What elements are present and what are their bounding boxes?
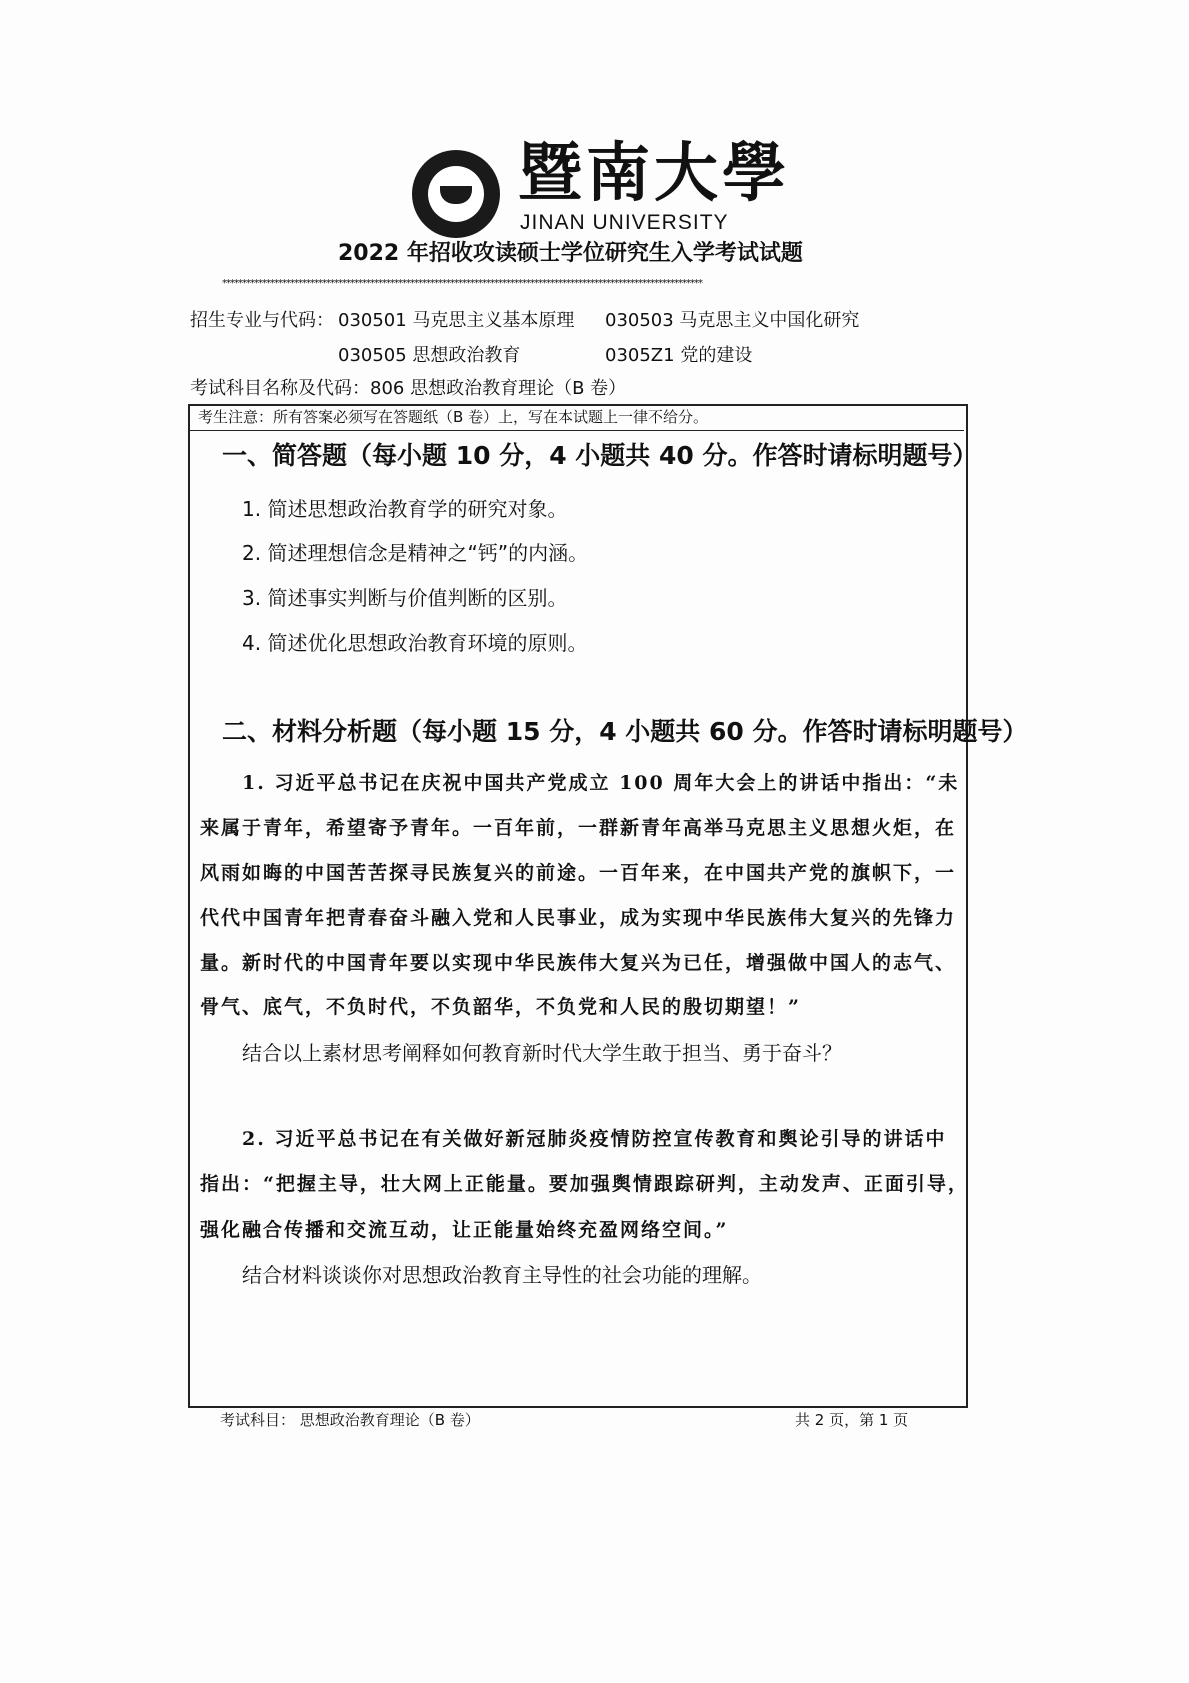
- question: 4. 简述优化思想政治教育环境的原则。: [242, 631, 588, 655]
- question: 1. 简述思想政治教育学的研究对象。: [242, 497, 568, 521]
- passage-line: 量。新时代的中国青年要以实现中华民族伟大复兴为已任，增强做中国人的志气、: [200, 952, 957, 974]
- question-prompt: 结合材料谈谈你对思想政治教育主导性的社会功能的理解。: [242, 1263, 762, 1287]
- major-3: 030505 思想政治教育: [338, 345, 521, 366]
- section1-title: 一、简答题（每小题 10 分，4 小题共 40 分。作答时请标明题号）: [222, 441, 978, 470]
- passage-line: 指出：“把握主导，壮大网上正能量。要加强舆情跟踪研判，主动发声、正面引导，: [200, 1173, 969, 1195]
- university-name-en: JINAN UNIVERSITY: [520, 211, 729, 234]
- passage-line: 强化融合传播和交流互动，让正能量始终充盈网络空间。”: [200, 1219, 729, 1241]
- major-label: 招生专业与代码：: [190, 310, 334, 331]
- exam-subject: 考试科目名称及代码：806 思想政治教育理论（B 卷）: [190, 378, 627, 399]
- university-logo: [412, 150, 500, 238]
- star-divider: ************************************************************************************************************************: [222, 278, 702, 289]
- exam-title: 2022 年招收攻读硕士学位研究生入学考试试题: [338, 241, 803, 266]
- passage-line: 风雨如晦的中国苦苦探寻民族复兴的前途。一百年来，在中国共产党的旗帜下，一: [200, 862, 957, 884]
- passage-line: 骨气、底气，不负时代，不负韶华，不负党和人民的殷切期望！”: [200, 996, 801, 1018]
- footer-subject: 考试科目： 思想政治教育理论（B 卷）: [220, 1411, 480, 1429]
- passage-line: 代代中国青年把青春奋斗融入党和人民事业，成为实现中华民族伟大复兴的先锋力: [200, 907, 957, 929]
- major-2: 030503 马克思主义中国化研究: [605, 310, 860, 331]
- footer-page-number: 共 2 页，第 1 页: [795, 1411, 909, 1429]
- section2-title: 二、材料分析题（每小题 15 分，4 小题共 60 分。作答时请标明题号）: [222, 717, 1028, 746]
- passage-line: 1. 习近平总书记在庆祝中国共产党成立 100 周年大会上的讲话中指出：“未: [242, 772, 960, 794]
- question: 3. 简述事实判断与价值判断的区别。: [242, 586, 568, 610]
- passage-line: 2. 习近平总书记在有关做好新冠肺炎疫情防控宣传教育和舆论引导的讲话中: [242, 1128, 947, 1150]
- passage-line: 来属于青年，希望寄予青年。一百年前，一群新青年高举马克思主义思想火炬，在: [200, 817, 957, 839]
- university-name-cn: 暨南大學: [518, 136, 790, 211]
- major-4: 0305Z1 党的建设: [605, 345, 753, 366]
- question-prompt: 结合以上素材思考阐释如何教育新时代大学生敢于担当、勇于奋斗？: [242, 1041, 842, 1065]
- major-1: 030501 马克思主义基本原理: [338, 310, 575, 331]
- question: 2. 简述理想信念是精神之“钙”的内涵。: [242, 541, 589, 565]
- notice-row: [188, 404, 964, 431]
- notice-text: 考生注意：所有答案必须写在答题纸（B 卷）上，写在本试题上一律不给分。: [198, 408, 709, 426]
